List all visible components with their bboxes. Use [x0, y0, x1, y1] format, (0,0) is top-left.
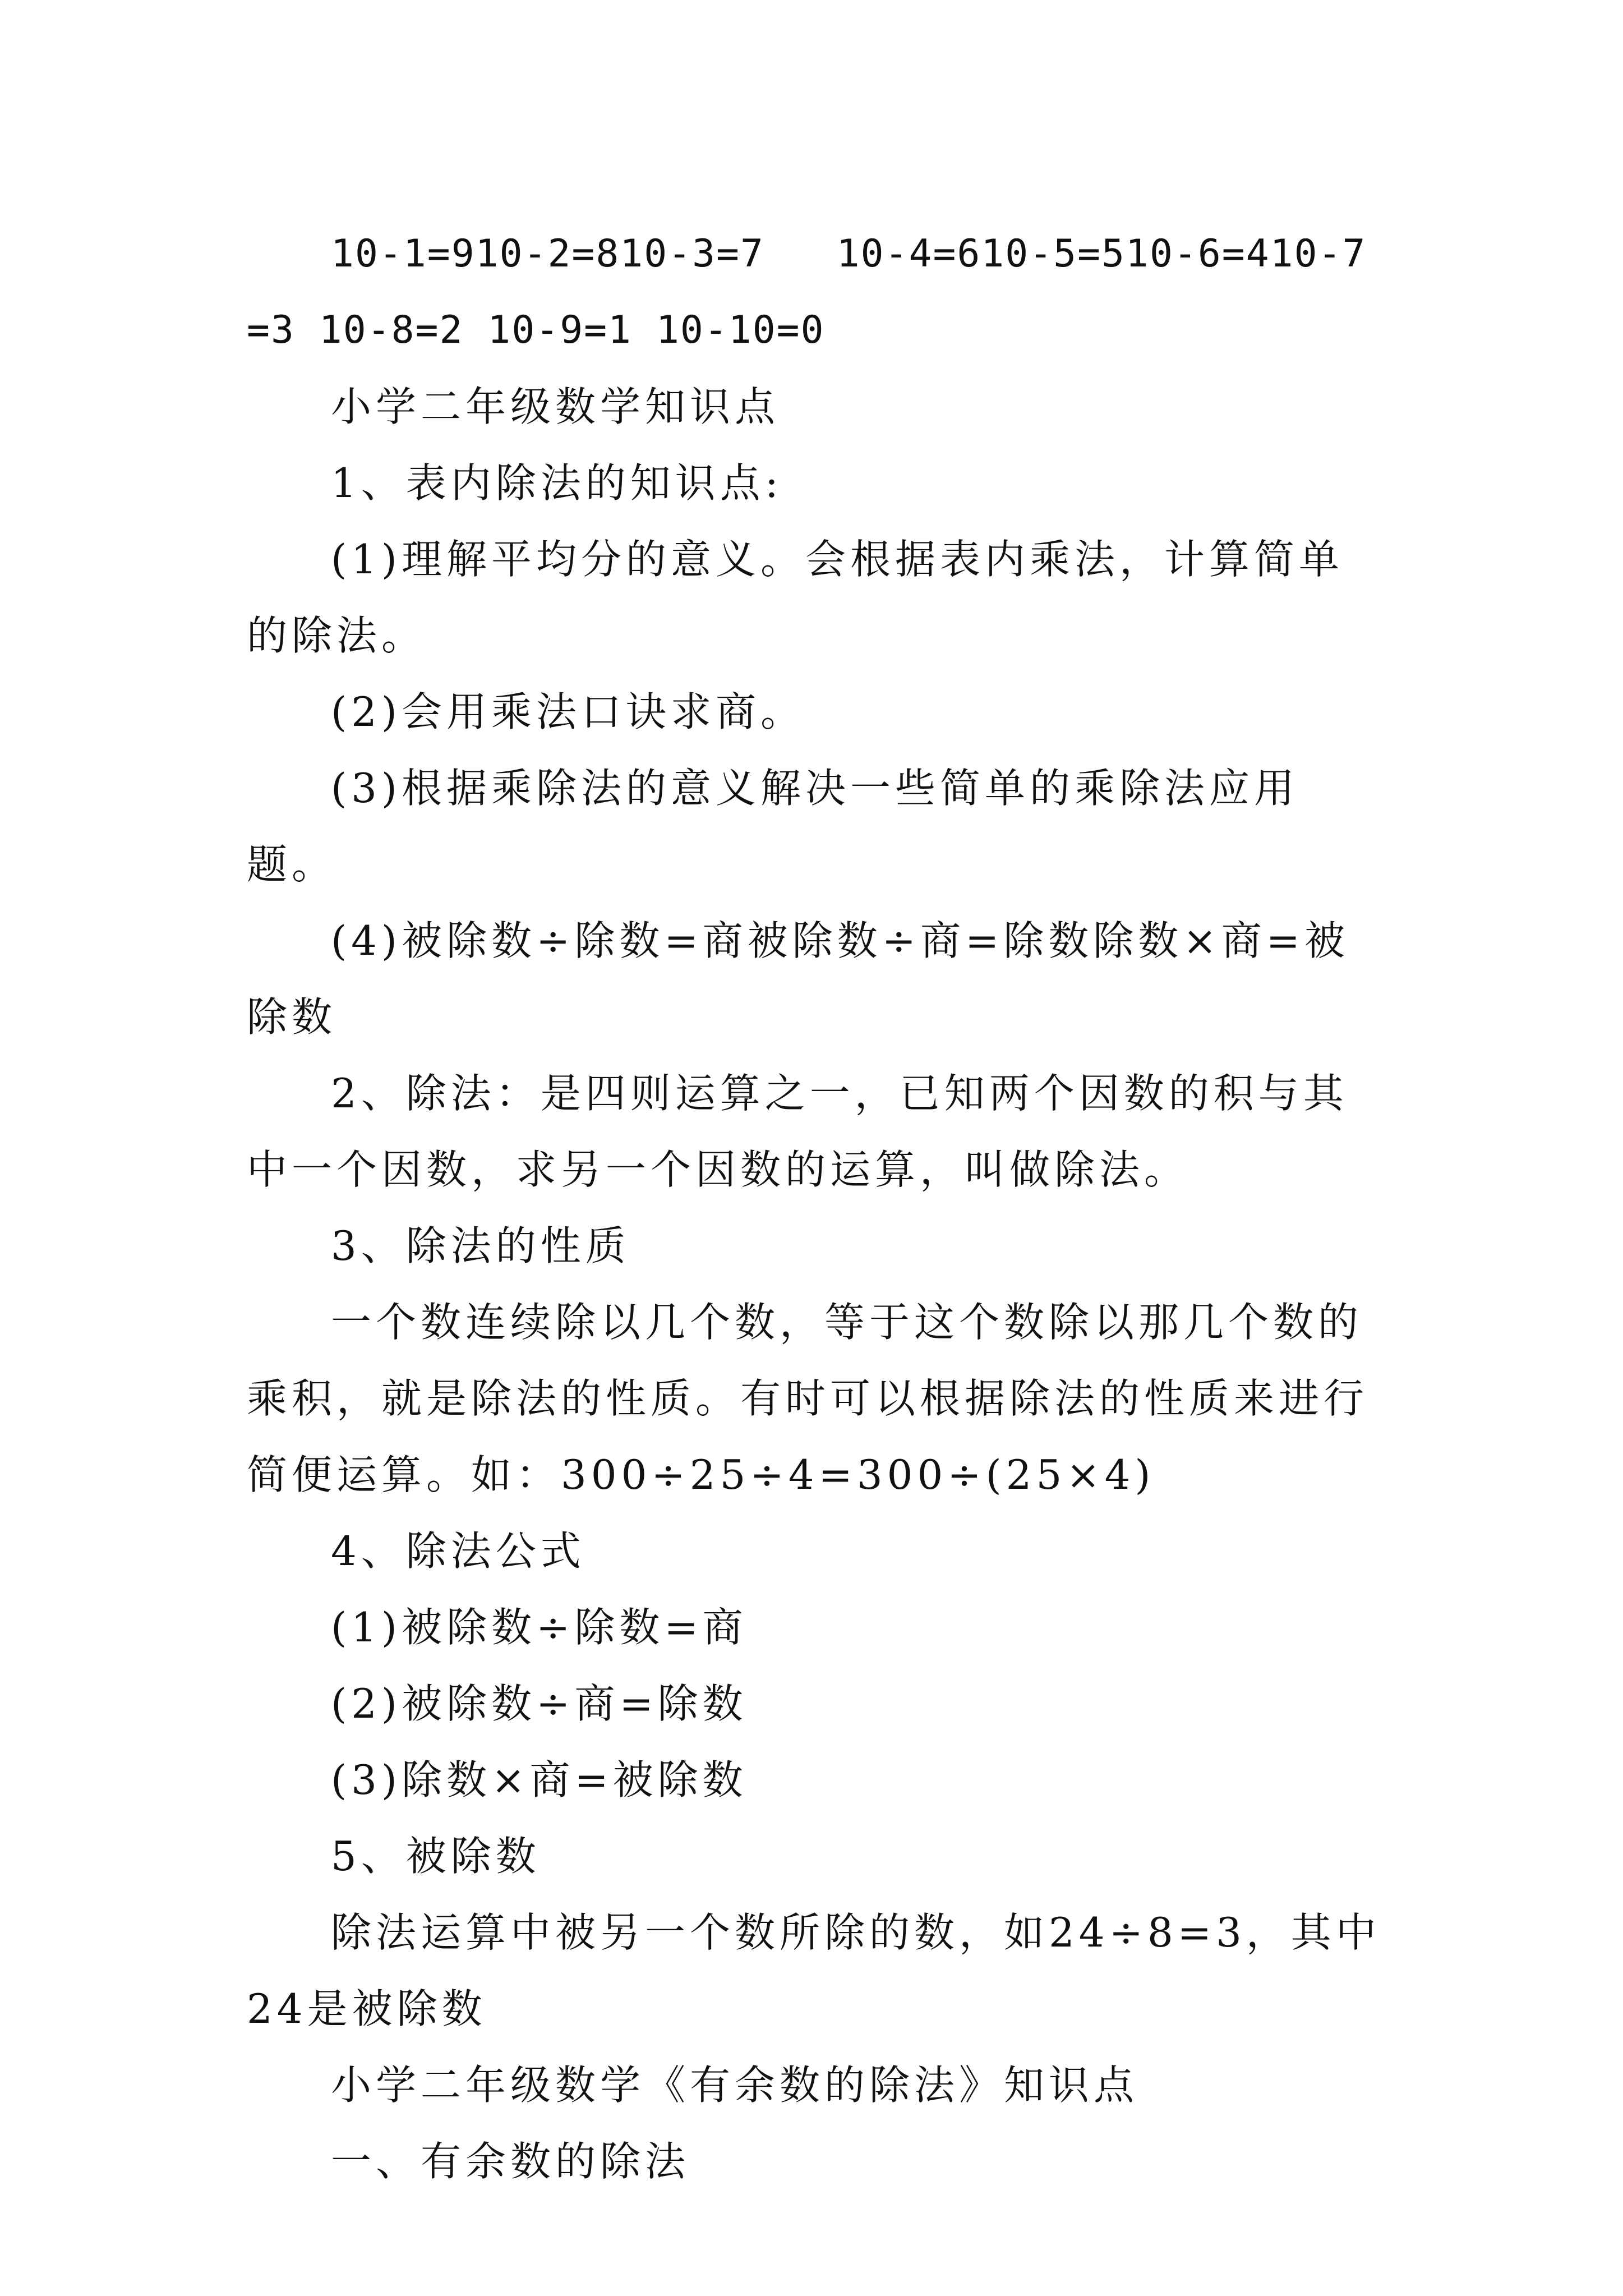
- list-item: (4)被除数÷除数=商被除数÷商=除数除数×商=被除数: [247, 917, 1349, 1041]
- subsection-heading: 3、除法的性质: [331, 1222, 630, 1269]
- subsection-heading: 一、有余数的除法: [331, 2138, 690, 2185]
- list-item: (3)除数×商=被除数: [331, 1756, 748, 1803]
- document-body: [247, 216, 1385, 2200]
- list-item: (2)被除数÷商=除数: [331, 1680, 748, 1727]
- body-paragraph: 一个数连续除以几个数，等于这个数除以那几个数的乘积，就是除法的性质。有时可以根据除法的性质来进行简便运算。如：300÷25÷4=300÷(25×4): [247, 1299, 1369, 1498]
- subsection-heading: 4、除法公式: [331, 1527, 585, 1575]
- body-paragraph: 除法运算中被另一个数所除的数，如24÷8=3，其中24是被除数: [247, 1909, 1381, 2032]
- body-paragraph: 2、除法：是四则运算之一，已知两个因数的积与其中一个因数，求另一个因数的运算，叫做除法。: [247, 1070, 1348, 1193]
- list-item: (1)被除数÷除数=商: [331, 1604, 748, 1651]
- subsection-heading: 5、被除数: [331, 1833, 541, 1880]
- section-heading: 小学二年级数学知识点: [331, 383, 780, 430]
- list-item: (2)会用乘法口诀求商。: [331, 688, 805, 735]
- list-item: (1)理解平均分的意义。会根据表内乘法，计算简单的除法。: [247, 536, 1344, 659]
- list-item: (3)根据乘除法的意义解决一些简单的乘除法应用题。: [247, 765, 1299, 888]
- subtraction-facts: 10-1=910-2=810-3=7 10-4=610-5=510-6=410-7=3 10-8=2 10-9=1 10-10=0: [247, 232, 1367, 352]
- subsection-heading: 1、表内除法的知识点:: [331, 459, 783, 507]
- section-heading: 小学二年级数学《有余数的除法》知识点: [331, 2062, 1139, 2109]
